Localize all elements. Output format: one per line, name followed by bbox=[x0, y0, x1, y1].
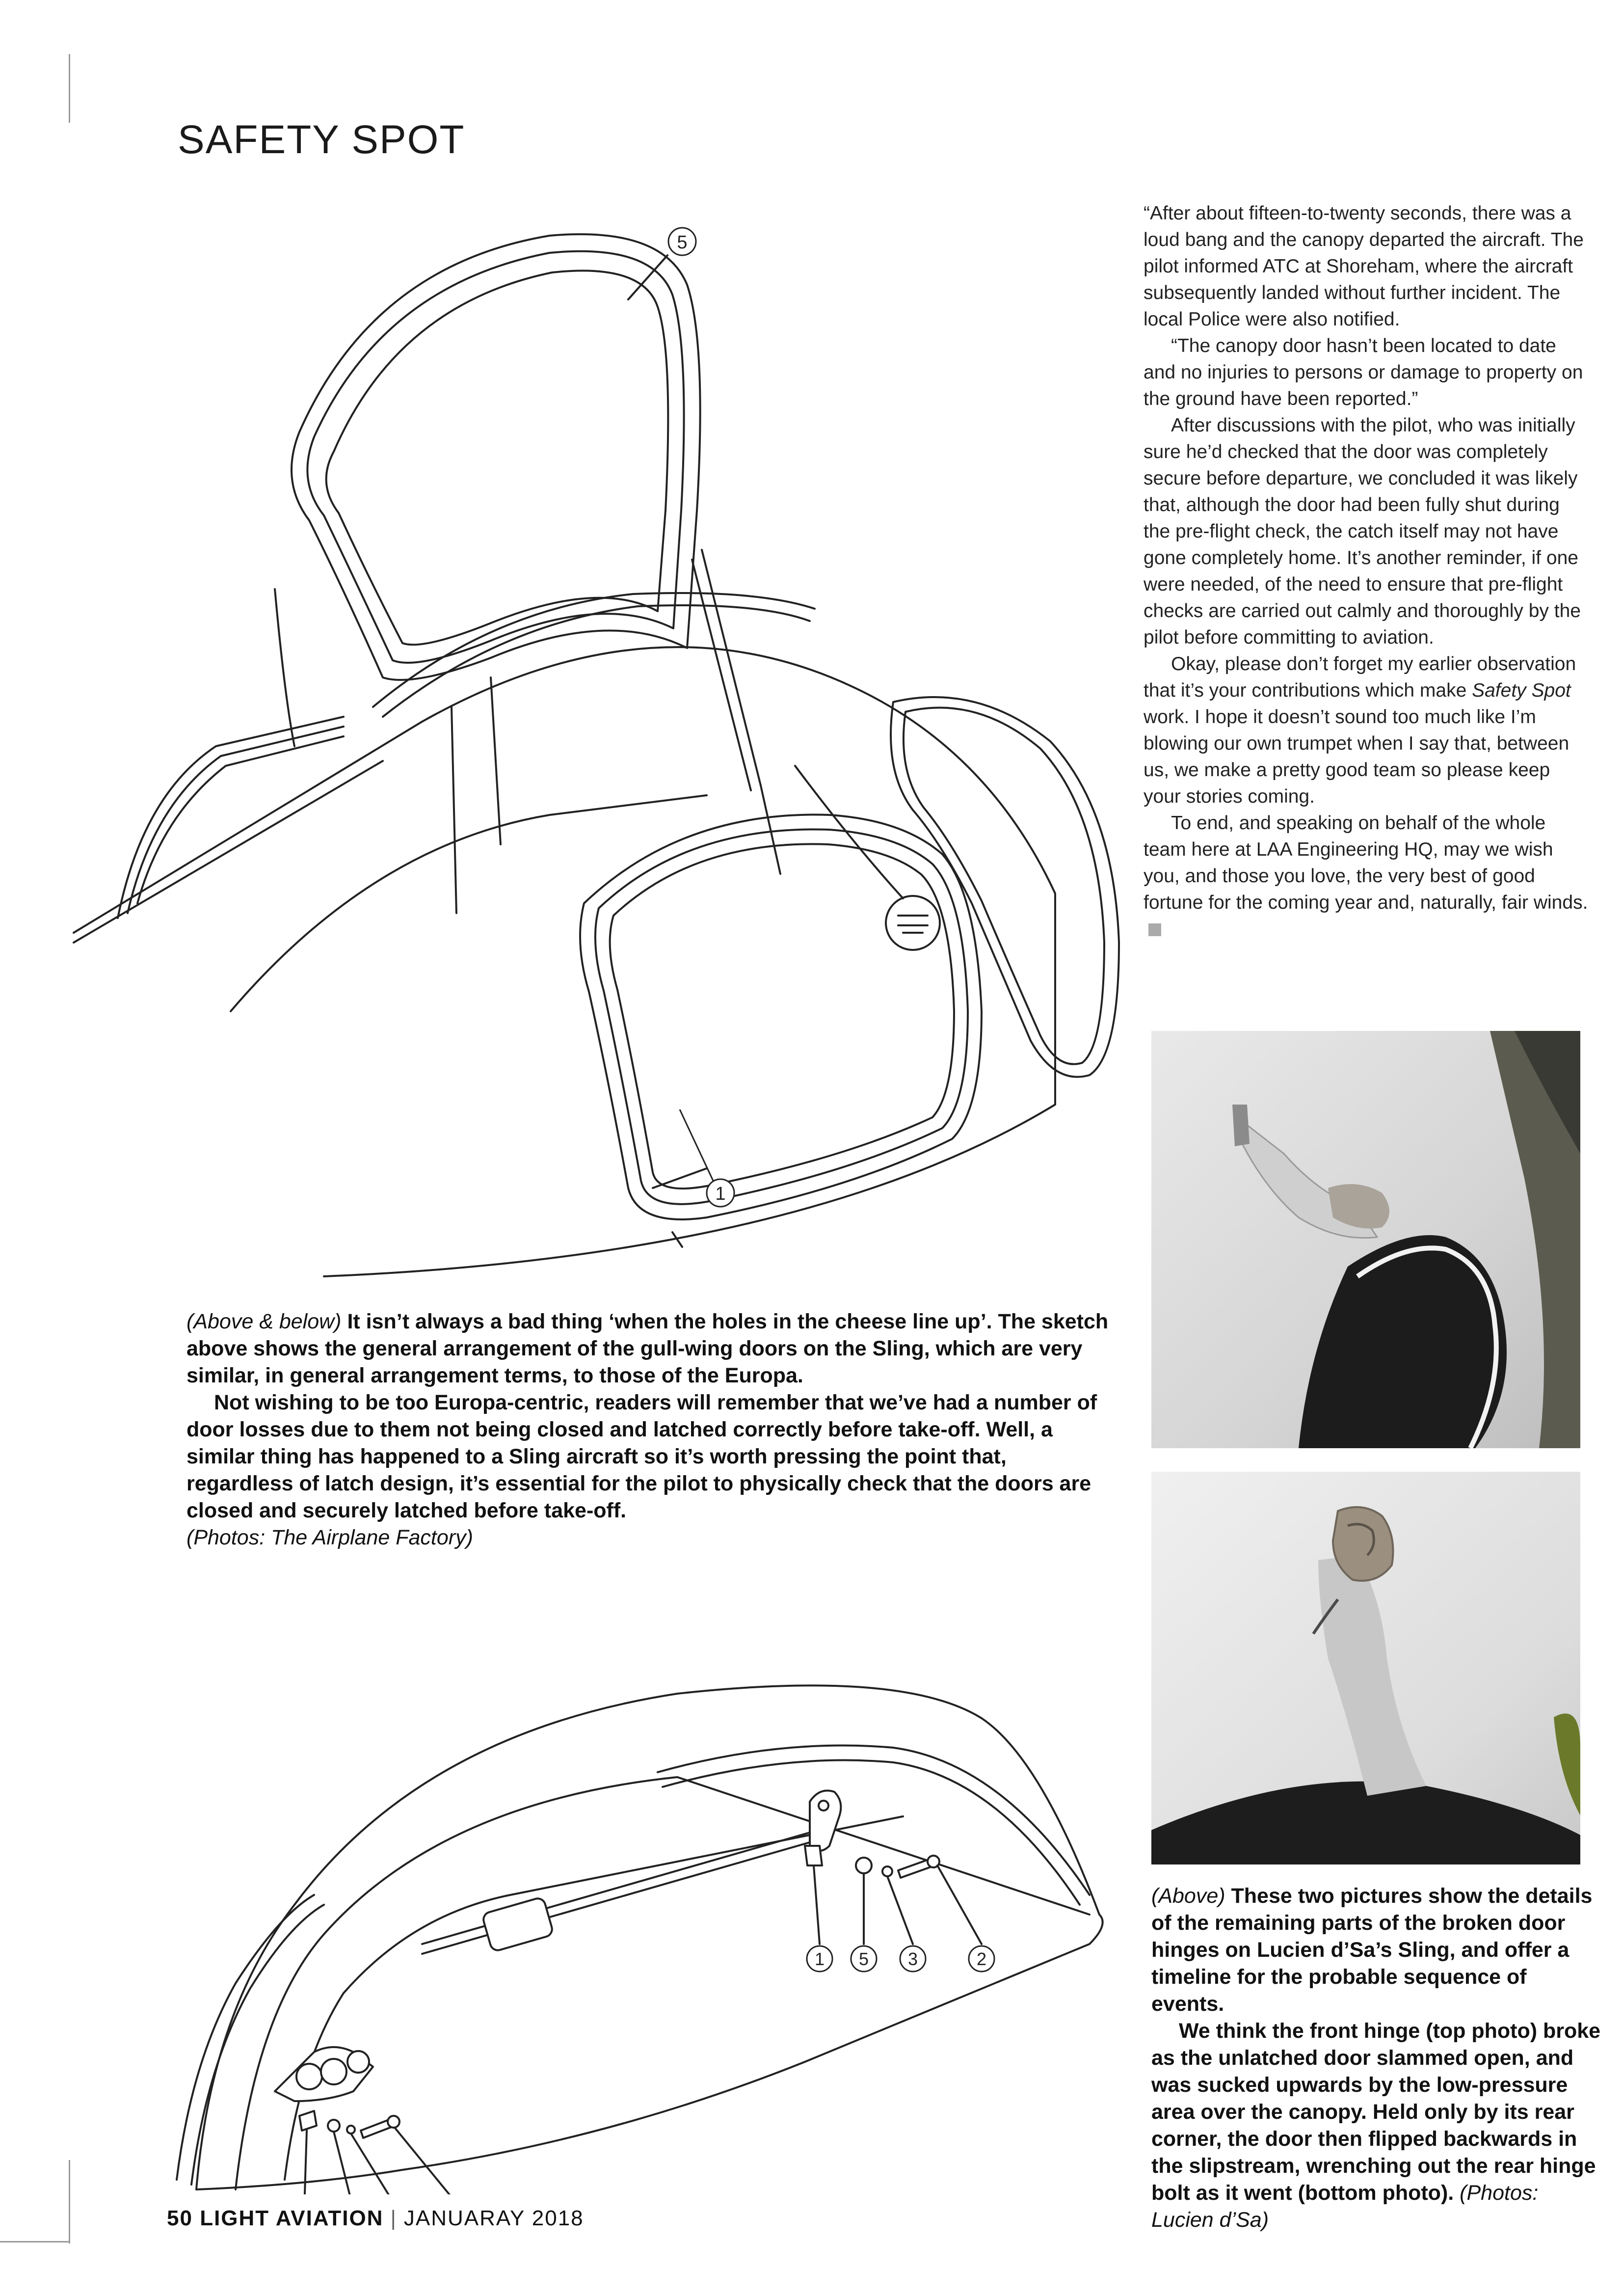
svg-text:1: 1 bbox=[715, 1184, 726, 1204]
paragraph-4-start: Okay, please don’t forget my earlier observation that it’s your contributions which make bbox=[1144, 653, 1576, 701]
photo-caption-credit: (Photos: Lucien d’Sa) bbox=[1151, 2181, 1539, 2232]
article-text-column bbox=[1144, 200, 1590, 943]
main-caption-text-1: It isn’t always a bad thing ‘when the holes in the cheese line up’. The sketch above shows the general arrangement of the gull-wing doors on the Sling, which are very similar, in general arrangement terms, to those of the Europa. bbox=[186, 1310, 1109, 1387]
issue-date: JANUARAY 2018 bbox=[403, 2206, 584, 2230]
callout-1 bbox=[680, 1109, 734, 1207]
magazine-name: LIGHT AVIATION bbox=[200, 2206, 384, 2230]
right-door-aperture bbox=[891, 697, 1119, 1077]
main-caption-lead: (Above & below) bbox=[186, 1310, 342, 1333]
front-hinge-photo bbox=[1151, 1031, 1580, 1448]
main-caption-credit: (Photos: The Airplane Factory) bbox=[186, 1526, 473, 1549]
canopy-outline bbox=[196, 1685, 1103, 2189]
photo-caption-paragraph-1 bbox=[1151, 1883, 1603, 2018]
photo-caption bbox=[1151, 1883, 1603, 2234]
main-caption bbox=[186, 1308, 1109, 1551]
callout-5 bbox=[668, 228, 696, 255]
front-hinge-photo-image bbox=[1151, 1031, 1580, 1448]
footer-separator: | bbox=[390, 2206, 397, 2230]
callout-right-2: 2 bbox=[976, 1949, 987, 1969]
photo-caption-text-1: These two pictures show the details of the remaining parts of the broken door hinges on Lucien d’Sa’s Sling, and offer a timeline for the probable sequence of events. bbox=[1151, 1884, 1593, 2016]
page-number: 50 bbox=[167, 2206, 193, 2230]
paragraph-5-text: To end, and speaking on behalf of the whole team here at LAA Engineering HQ, may we wish you, and those you love, the very best of good fortune for the coming year and, naturally, fair winds. bbox=[1144, 812, 1588, 913]
crop-mark-left-bottom bbox=[0, 2241, 69, 2242]
door-hinge-exploded-sketch bbox=[167, 1571, 1129, 2194]
callout-group-right bbox=[807, 1946, 994, 1972]
main-caption-paragraph-1 bbox=[186, 1308, 1109, 1389]
callout-right-5: 5 bbox=[858, 1949, 869, 1969]
latch-rod bbox=[422, 1831, 815, 1944]
photo-caption-lead: (Above) bbox=[1151, 1884, 1225, 1908]
gull-wing-door-sketch bbox=[69, 206, 1129, 1286]
raised-door-frame bbox=[292, 234, 700, 680]
fuselage-outline bbox=[74, 647, 1055, 1276]
paragraph-1: “After about fifteen-to-twenty seconds, there was a loud bang and the canopy departed the aircraft. The pilot informed ATC at Shoreham, where the aircraft subsequently landed without further incident. The local Police were also notified. bbox=[1144, 203, 1584, 330]
safety-spot-italic: Safety Spot bbox=[1472, 680, 1571, 701]
paragraph-2: “The canopy door hasn’t been located to date and no injuries to persons or damage to property on the ground have been reported.” bbox=[1144, 335, 1583, 409]
main-caption-paragraph-2: Not wishing to be too Europa-centric, readers will remember that we’ve had a number of door losses due to them not being closed and latched correctly before take-off. Well, a similar thing has happened to a Sling aircraft so it’s worth pressing the point that, regardless of latch design, it’s essential for the pilot to physically check that the doors are closed and securely latched before take-off. bbox=[186, 1391, 1097, 1522]
end-of-article-mark bbox=[1148, 923, 1161, 936]
photo-caption-paragraph-2 bbox=[1151, 2018, 1603, 2234]
svg-text:5: 5 bbox=[677, 232, 688, 253]
paragraph-4-end: work. I hope it doesn’t sound too much like I’m blowing our own trumpet when I say that, between us, we make a pretty good team so please keep your stories coming. bbox=[1144, 706, 1570, 807]
paragraph-4 bbox=[1144, 651, 1590, 810]
rear-hinge-photo bbox=[1151, 1472, 1580, 1864]
callout-right-3: 3 bbox=[907, 1949, 918, 1969]
paragraph-5 bbox=[1144, 810, 1590, 943]
section-title: SAFETY SPOT bbox=[178, 117, 465, 162]
latch-handle-plate bbox=[481, 1897, 554, 1952]
paragraph-3: After discussions with the pilot, who was initially sure he’d checked that the door was completely secure before departure, we concluded it was likely that, although the door had been fully shut during the pre-flight check, the catch itself may not have gone completely home. It’s another reminder, if one were needed, of the need to ensure that pre-flight checks are carried out calmly and thoroughly by the pilot before committing to aviation. bbox=[1144, 415, 1581, 648]
crop-mark-left-top bbox=[69, 54, 70, 123]
callout-right-1: 1 bbox=[814, 1949, 825, 1969]
crop-mark-left-vertical bbox=[69, 2160, 70, 2243]
page-footer bbox=[167, 2206, 584, 2231]
rear-hinge-photo-image bbox=[1151, 1472, 1580, 1864]
photo-caption-text-2: We think the front hinge (top photo) broke as the unlatched door slammed open, and was sucked upwards by the low-pressure area over the canopy. Held only by its rear corner, the door then flipped backwards in the slipstream, wrenching out the rear hinge bolt as it went (bottom photo). bbox=[1151, 2019, 1601, 2205]
